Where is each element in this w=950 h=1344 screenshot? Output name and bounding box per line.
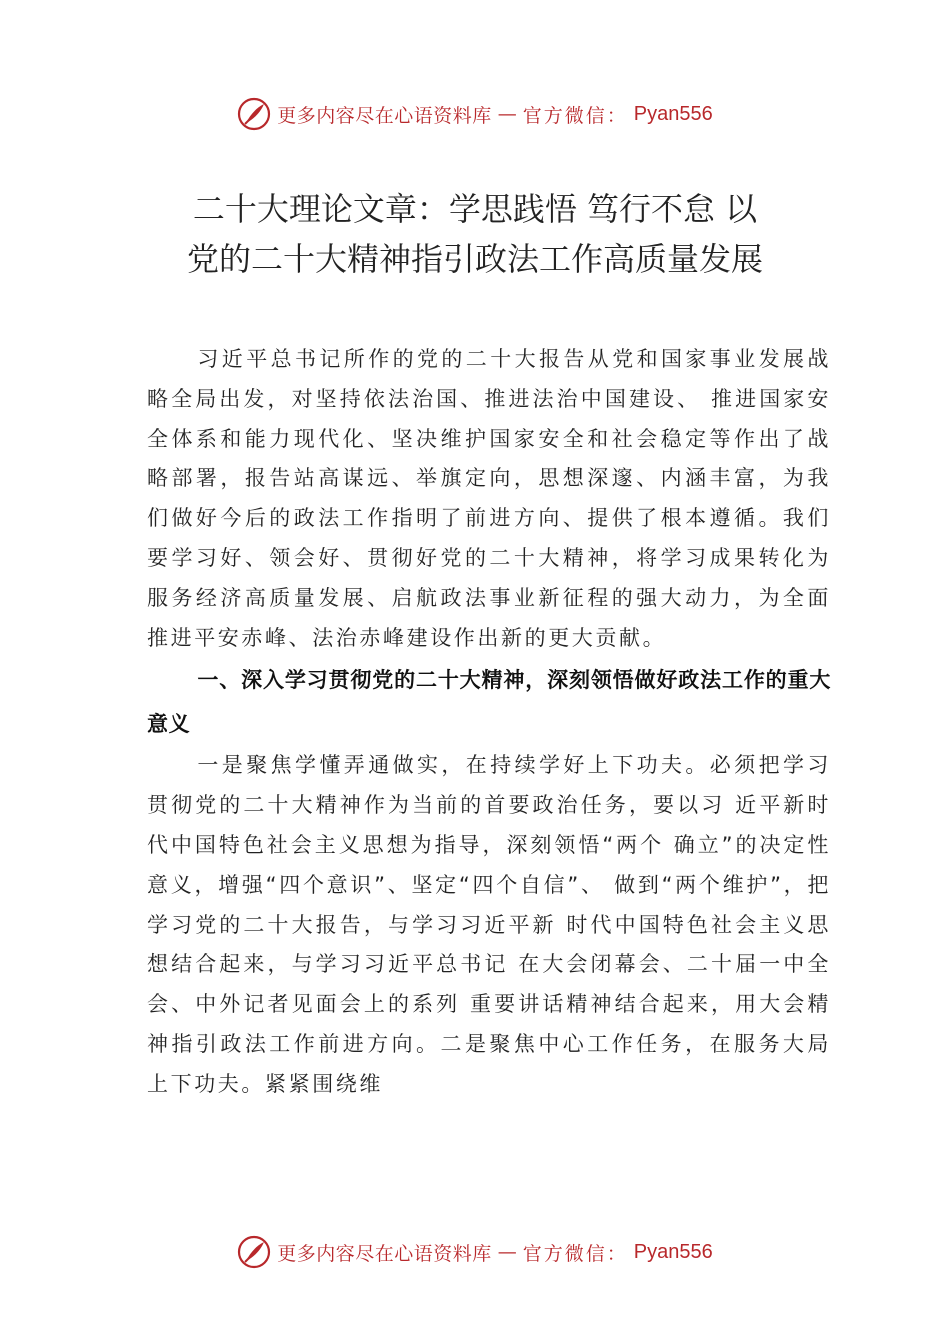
banner-wechat-id: Pyan556 xyxy=(633,1240,713,1263)
section-1-paragraph: 一是聚焦学懂弄通做实，在持续学好上下功夫。必须把学习贯彻党的二十大精神作为当前的首要政治任务，要以习 近平新时代中国特色社会主义思想为指导，深刻领悟“两个 确立”的决定性意义，增强“四个意识”、坚定“四个自信”、 做到“两个维护”，把学习党的二十大报告，与学习习近平新 时代中国特色社会主义思想结合起来，与学习习近平总书记 在大会闭幕会、二十届一中全会、中外记者见面会上的系列 重要讲话精神结合起来，用大会精神指引政法工作前进方向。二是聚焦中心工作任务，在服务大局上下功夫。紧紧围绕维 xyxy=(147,753,831,1096)
quill-pen-logo-icon xyxy=(237,1235,271,1269)
document-title-line-2: 党的二十大精神指引政法工作高质量发展 xyxy=(186,240,763,278)
banner-wechat-id: Pyan556 xyxy=(633,102,713,125)
header-banner xyxy=(0,94,950,134)
banner-separator: — xyxy=(497,103,517,125)
banner-wechat-label: 官方微信： xyxy=(522,1242,628,1265)
banner-wechat-label: 官方微信： xyxy=(522,104,628,127)
intro-paragraph: 习近平总书记所作的党的二十大报告从党和国家事业发展战略全局出发，对坚持依法治国、推进法治中国建设、 推进国家安全体系和能力现代化、坚决维护国家安全和社会稳定等作出了战略部署，报告站高谋远、举旗定向，思想深邃、内涵丰富，为我们做好今后的政法工作指明了前进方向、提供了根本遵循。我们要学习好、领会好、贯彻好党的二十大精神，将学习成果转化为服务经济高质量发展、启航政法事业新征程的强大动力，为全面推进平安赤峰、法治赤峰建设作出新的更大贡献。 xyxy=(147,347,831,650)
section-heading-1: 一、深入学习贯彻党的二十大精神，深刻领悟做好政法工作的重大意义 xyxy=(147,668,831,737)
footer-banner xyxy=(0,1232,950,1272)
banner-separator: — xyxy=(497,1241,517,1263)
quill-pen-logo-icon xyxy=(237,97,271,131)
document-title xyxy=(100,184,850,284)
document-body xyxy=(147,340,831,1105)
banner-brand-text: 更多内容尽在心语资料库 xyxy=(277,1242,492,1265)
banner-brand-text: 更多内容尽在心语资料库 xyxy=(277,104,492,127)
document-title-line-1: 二十大理论文章：学思践悟 笃行不怠 以 xyxy=(192,190,758,228)
